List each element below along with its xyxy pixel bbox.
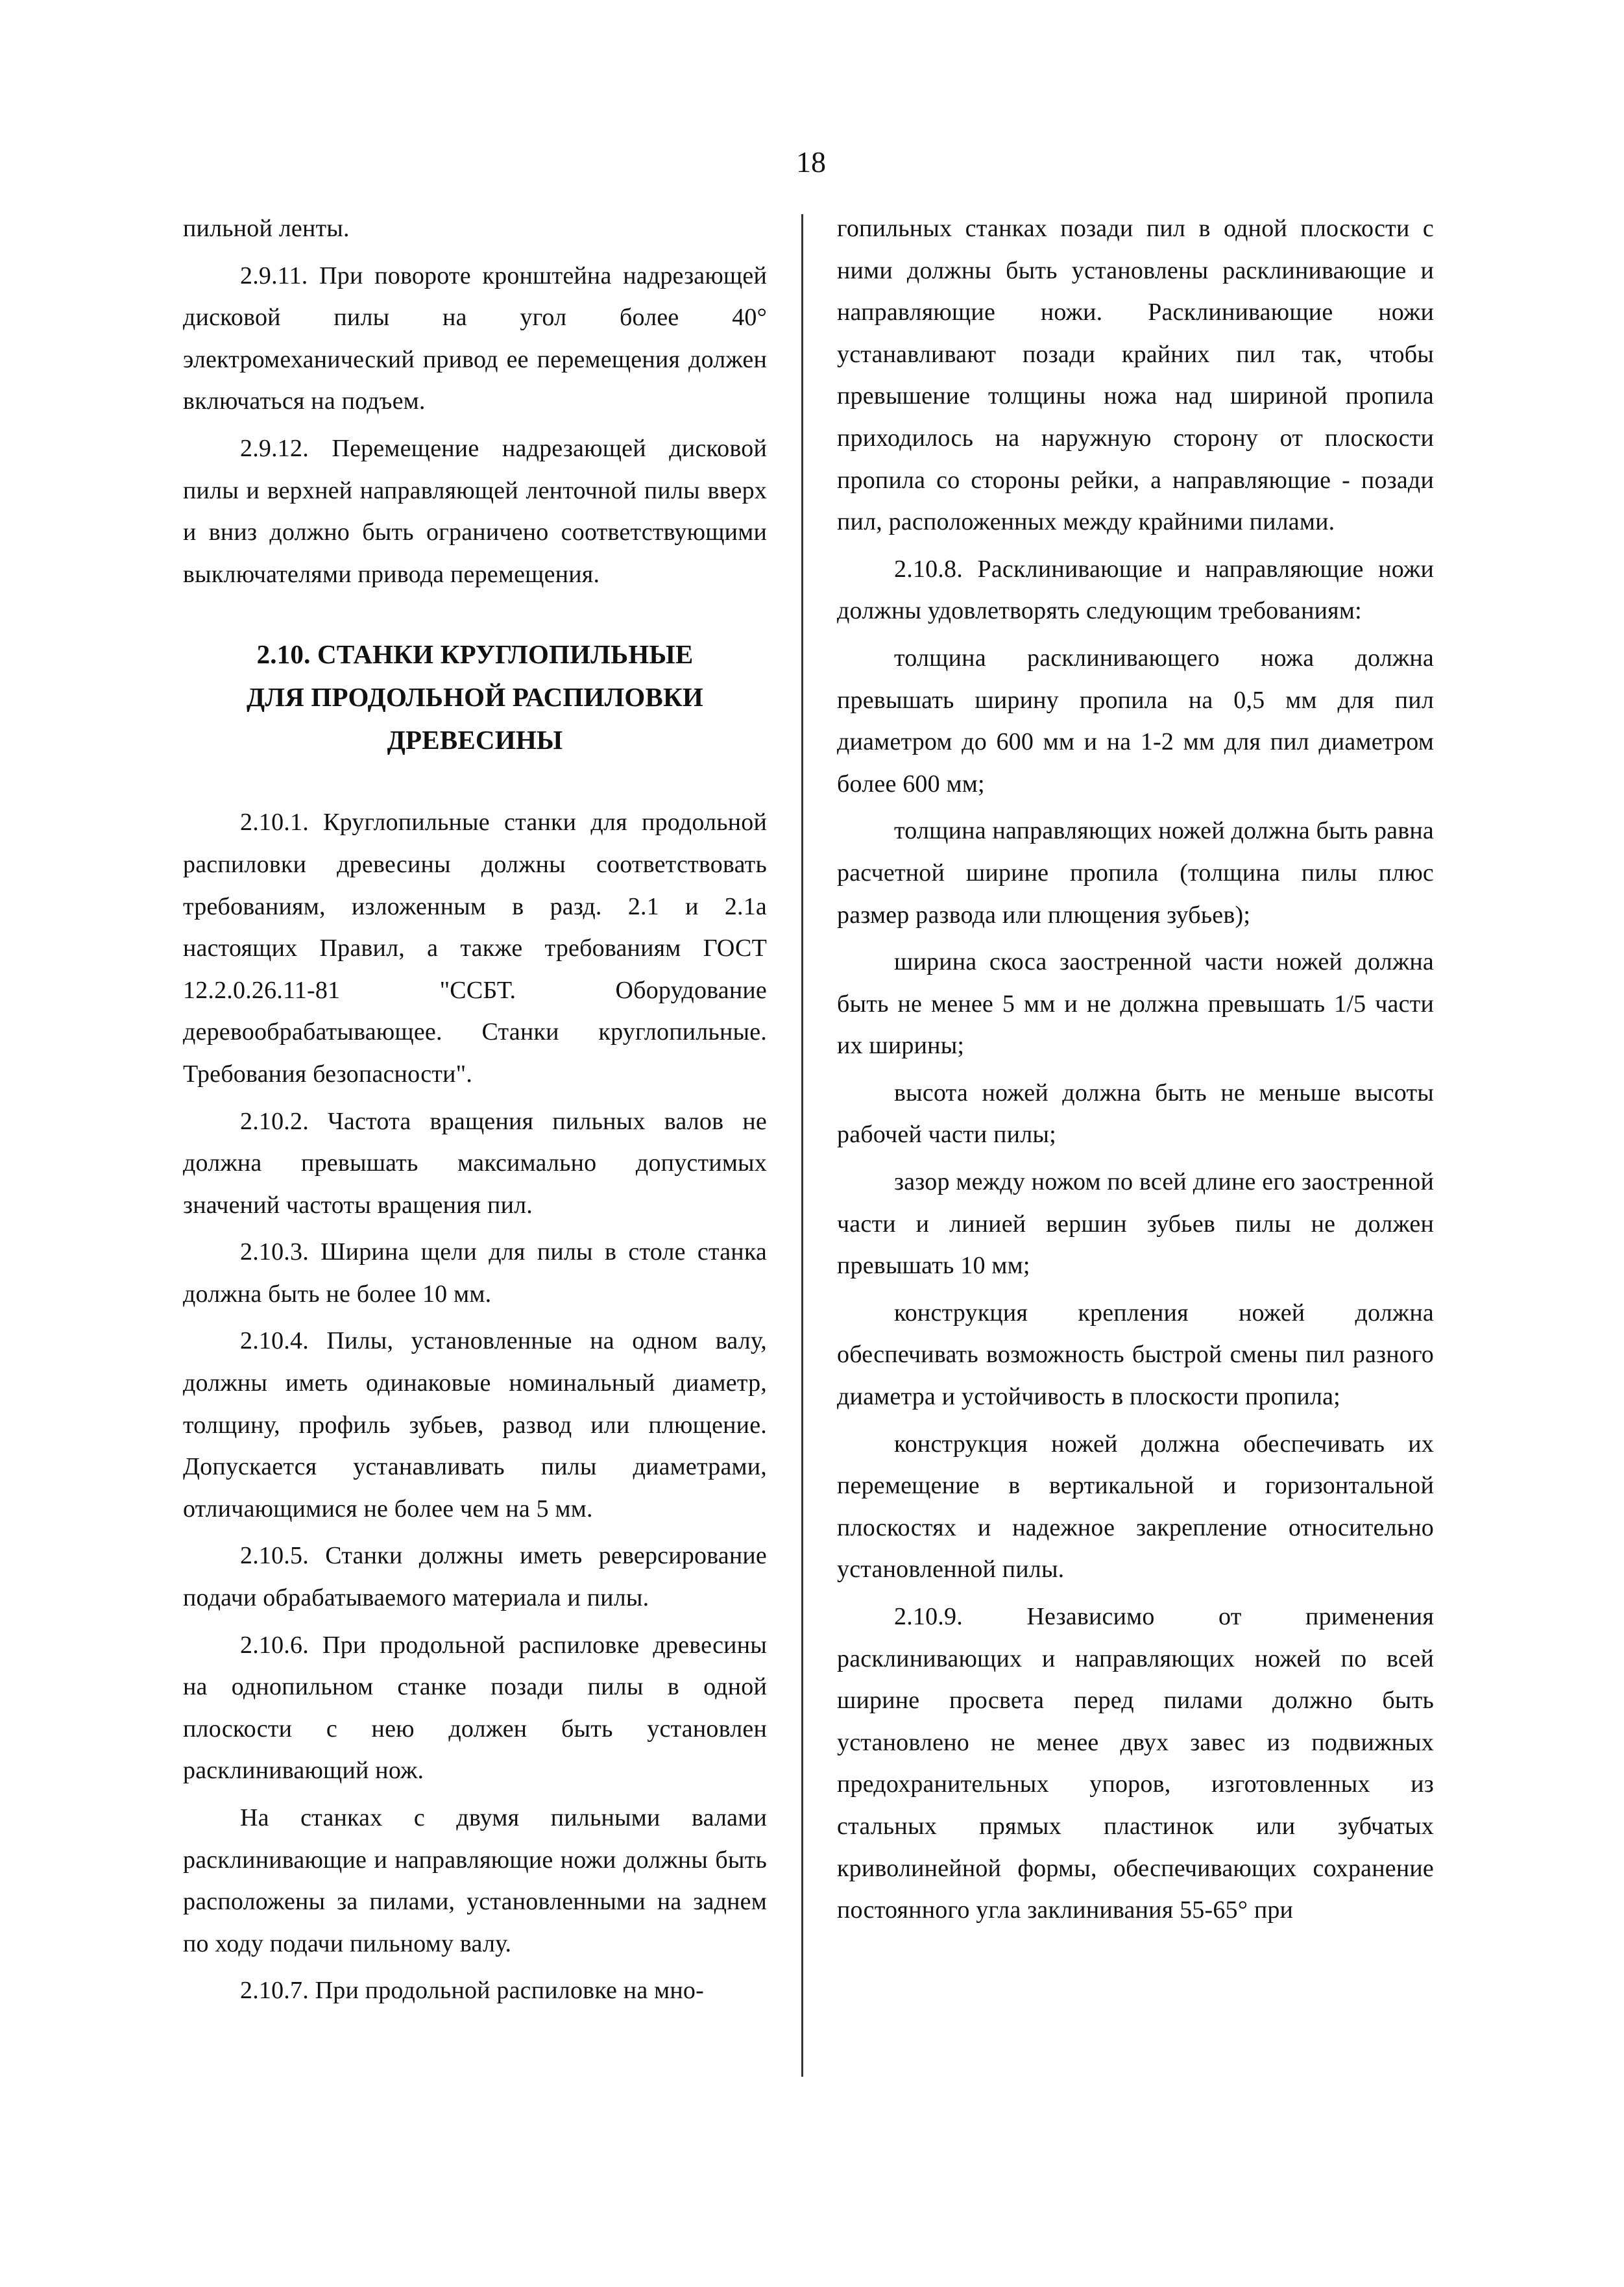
section-heading-line: ДРЕВЕСИНЫ <box>387 725 563 755</box>
paragraph: пильной ленты. <box>183 215 350 242</box>
paragraph: гопильных станках позади пил в одной плоскости с ними должны быть установлены расклинивающие и направляющие ножи. Расклинивающие ножи устанавливают позади крайних пил так, чтобы превышение толщины ножа над шириной пропила приходилось на наружную сторону от плоскости пропила со стороны рейки, а направляющие - позади пил, расположенных между крайними пилами. <box>837 215 1434 536</box>
section-heading-line: 2.10. СТАНКИ КРУГЛОПИЛЬНЫЕ <box>256 639 694 670</box>
paragraph-2-10-1: 2.10.1. Круглопильные станки для продольной распиловки древесины должны соответствовать требованиям, изложенным в разд. 2.1 и 2.1а настоящих Правил, а также требованиям ГОСТ 12.2.0.26.11-81 "ССБТ. Оборудование деревообрабатывающее. Станки круглопильные. Требования безопасности". <box>183 809 767 1088</box>
list-item: высота ножей должна быть не меньше высоты рабочей части пилы; <box>837 1079 1434 1149</box>
paragraph-2-10-7: 2.10.7. При продольной распиловке на мно- <box>240 1977 704 2005</box>
list-item: конструкция крепления ножей должна обеспечивать возможность быстрой смены пил разного диаметра и устойчивость в плоскости пропила; <box>837 1299 1434 1411</box>
list-item: зазор между ножом по всей длине его заостренной части и линией вершин зубьев пилы не должен превышать 10 мм; <box>837 1168 1434 1280</box>
paragraph-2-9-11: 2.9.11. При повороте кронштейна надрезающей дисковой пилы на угол более 40° электромеханический привод ее перемещения должен включаться на подъем. <box>183 262 767 415</box>
paragraph-2-10-9: 2.10.9. Независимо от применения расклинивающих и направляющих ножей по всей ширине просвета перед пилами должно быть установлено не менее двух завес из подвижных предохранительных упоров, изготовленных из стальных прямых пластинок или зубчатых криволинейной формы, обеспечивающих сохранение постоянного угла заклинивания 55-65° при <box>837 1603 1434 1924</box>
list-item: ширина скоса заостренной части ножей должна быть не менее 5 мм и не должна превышать 1/5 части их ширины; <box>837 948 1434 1060</box>
list-item: толщина направляющих ножей должна быть равна расчетной ширине пропила (толщина пилы плюс размер развода или плющения зубьев); <box>837 817 1434 929</box>
paragraph: На станках с двумя пильными валами расклинивающие и направляющие ножи должны быть расположены за пилами, установленными на заднем по ходу подачи пильному валу. <box>183 1804 767 1957</box>
list-item: конструкция ножей должна обеспечивать их перемещение в вертикальной и горизонтальной плоскостях и надежное закрепление относительно установленной пилы. <box>837 1430 1434 1584</box>
paragraph-2-10-8: 2.10.8. Расклинивающие и направляющие ножи должны удовлетворять следующим требованиям: <box>837 555 1434 625</box>
section-heading-2-10 <box>209 633 741 761</box>
column-divider <box>801 214 803 2077</box>
section-heading-line: ДЛЯ ПРОДОЛЬНОЙ РАСПИЛОВКИ <box>247 682 703 713</box>
paragraph-2-10-2: 2.10.2. Частота вращения пильных валов не должна превышать максимально допустимых значений частоты вращения пил. <box>183 1107 767 1219</box>
paragraph-2-9-12: 2.9.12. Перемещение надрезающей дисковой пилы и верхней направляющей ленточной пилы вверх и вниз должно быть ограничено соответствующими выключателями привода перемещения. <box>183 434 767 588</box>
paragraph-2-10-5: 2.10.5. Станки должны иметь реверсирование подачи обрабатываемого материала и пилы. <box>183 1542 767 1612</box>
paragraph-2-10-6: 2.10.6. При продольной распиловке древесины на однопильном станке позади пилы в одной плоскости с нею должен быть установлен расклинивающий нож. <box>183 1631 767 1785</box>
page-number: 18 <box>796 145 826 178</box>
right-column <box>837 208 1434 1937</box>
list-item: толщина расклинивающего ножа должна превышать ширину пропила на 0,5 мм для пил диаметром до 600 мм и на 1-2 мм для пил диаметром более 600 мм; <box>837 644 1434 798</box>
left-column <box>183 208 767 2017</box>
paragraph-2-10-4: 2.10.4. Пилы, установленные на одном валу, должны иметь одинаковые номинальный диаметр, толщину, профиль зубьев, развод или плющение. Допускается устанавливать пилы диаметрами, отличающимися не более чем на 5 мм. <box>183 1327 767 1523</box>
paragraph-2-10-3: 2.10.3. Ширина щели для пилы в столе станка должна быть не более 10 мм. <box>183 1238 767 1308</box>
